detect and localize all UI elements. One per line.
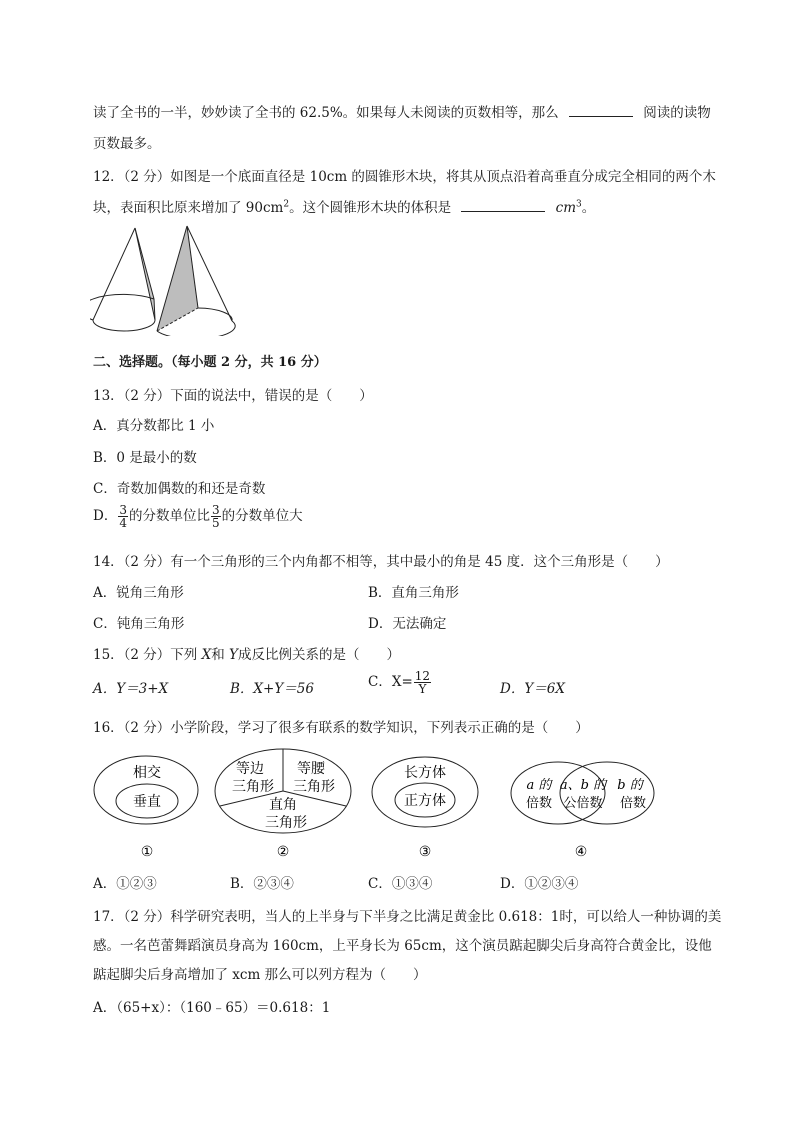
venn-figure-3 — [372, 757, 478, 860]
q15-stem-b: 和 — [211, 647, 225, 663]
frac1-num: 3 — [119, 503, 127, 517]
fig2-right-l1: 等腰 — [297, 761, 325, 777]
cone-halves-figure — [90, 224, 240, 336]
q17-line3: 踮起脚尖后身高增加了 xcm 那么可以列方程为（ ） — [93, 967, 427, 983]
q14-option-c[interactable]: C．钝角三角形 — [93, 616, 185, 632]
q14-option-a[interactable]: A．锐角三角形 — [93, 585, 184, 601]
q13-option-d[interactable] — [93, 504, 303, 529]
fig4-left-l2: 倍数 — [525, 796, 553, 811]
fig4-label: ④ — [574, 844, 588, 860]
fig2-left-l1: 等边 — [236, 761, 264, 777]
q12-line2 — [93, 196, 595, 216]
cone-half-right — [157, 226, 235, 336]
q17-option-a[interactable]: A．（65+x）：（160﹣65）＝0.618：1 — [93, 1000, 331, 1016]
q15-c-prefix: C．X= — [368, 674, 413, 690]
q11-line2: 页数最多。 — [93, 136, 161, 152]
fig1-label: ① — [140, 844, 154, 860]
q13-d-fraction-1 — [118, 504, 128, 529]
frac1-den: 4 — [119, 516, 127, 530]
fig3-outer-label: 长方体 — [404, 765, 446, 781]
q15-option-d[interactable]: D．Y＝6X — [500, 681, 565, 697]
fig2-left-l2: 三角形 — [232, 779, 274, 795]
q16-option-d[interactable]: D．①②③④ — [500, 876, 579, 892]
fig2-right-l2: 三角形 — [293, 779, 335, 795]
fig2-bottom-l2: 三角形 — [265, 815, 307, 831]
q16-option-b[interactable]: B．②③④ — [230, 876, 294, 892]
q13-d-suffix: 的分数单位大 — [221, 508, 303, 524]
q12-line1: 12．（2 分）如图是一个底面直径是 10cm 的圆锥形木块，将其从顶点沿着高垂直分成完全相同的两个木 — [93, 169, 716, 185]
q16-venn-figures — [90, 748, 690, 866]
q14-option-d[interactable]: D．无法确定 — [368, 616, 447, 632]
fig4-left-l1: a 的 — [526, 778, 552, 793]
q12-answer-blank[interactable] — [461, 197, 545, 212]
fig4-right-l2: 倍数 — [619, 796, 647, 811]
fig3-label: ③ — [418, 844, 432, 860]
q11-line1-text-a: 读了全书的一半，妙妙读了全书的 62.5%。如果每人未阅读的页数相等，那么 — [93, 105, 559, 121]
q15-stem — [93, 643, 400, 663]
cone-half-left — [90, 228, 155, 331]
q11-line1-text-b: 阅读的读物 — [643, 105, 711, 121]
fig4-mid-l1: a、b 的 — [559, 778, 607, 793]
q13-d-fraction-2 — [211, 504, 221, 529]
q12-end: 。 — [581, 200, 596, 216]
frac2-den: 5 — [211, 516, 220, 530]
section-2-title: 二、选择题。（每小题 2 分，共 16 分） — [93, 355, 327, 370]
q12-line2-a: 块，表面积比原来增加了 90cm — [93, 200, 284, 216]
fig1-inner-label: 垂直 — [133, 794, 161, 810]
q12-sup2: 2 — [283, 199, 290, 210]
q16-option-c[interactable]: C．①③④ — [368, 876, 433, 892]
venn-figure-4 — [511, 762, 654, 860]
frac2-num: 3 — [211, 503, 220, 517]
q11-answer-blank[interactable] — [569, 102, 633, 117]
q15-option-a[interactable]: A．Y＝3+X — [93, 681, 169, 697]
fig1-outer-label: 相交 — [133, 765, 161, 781]
q12-line2-b: 。这个圆锥形木块的体积是 — [289, 200, 452, 216]
q14-option-b[interactable]: B．直角三角形 — [368, 585, 459, 601]
q11-line1 — [93, 101, 711, 121]
q15-var-y: Y — [229, 647, 238, 663]
q15-var-x: X — [201, 647, 212, 663]
q13-option-a[interactable]: A．真分数都比 1 小 — [93, 418, 215, 434]
q12-sup3: 3 — [576, 199, 582, 210]
q15-c-fraction — [414, 670, 431, 695]
q13-d-prefix: D． — [93, 508, 118, 524]
fig3-inner-label: 正方体 — [404, 793, 446, 809]
q17-line2: 感。一名芭蕾舞蹈演员身高为 160cm，上平身长为 65cm，这个演员踮起脚尖后身高符合黄金比，设他 — [93, 938, 712, 954]
q15-c-den: Y — [418, 682, 427, 696]
q13-option-b[interactable]: B．0 是最小的数 — [93, 450, 197, 466]
q15-option-b[interactable]: B．X+Y＝56 — [230, 681, 314, 697]
q17-line1: 17．（2 分）科学研究表明，当人的上半身与下半身之比满足黄金比 0.618：1时，可以给人一种协调的美 — [93, 909, 722, 925]
q15-stem-c: 成反比例关系的是（ ） — [237, 647, 400, 663]
venn-figure-2 — [215, 749, 351, 860]
q15-stem-a: 15．（2 分）下列 — [93, 647, 198, 663]
fig2-label: ② — [276, 844, 290, 860]
q13-option-c[interactable]: C．奇数加偶数的和还是奇数 — [93, 481, 266, 497]
q14-stem: 14．（2 分）有一个三角形的三个内角都不相等，其中最小的角是 45 度．这个三角形是（ ） — [93, 554, 669, 570]
q13-stem: 13．（2 分）下面的说法中，错误的是（ ） — [93, 388, 373, 404]
q13-d-mid: 的分数单位比 — [128, 508, 210, 524]
q15-c-num: 12 — [414, 669, 431, 683]
q12-unit: cm — [555, 200, 577, 216]
venn-figure-1 — [94, 756, 198, 860]
q16-stem: 16．（2 分）小学阶段，学习了很多有联系的数学知识，下列表示正确的是（ ） — [93, 720, 589, 736]
fig4-right-l1: b 的 — [617, 778, 643, 793]
fig2-bottom-l1: 直角 — [269, 797, 297, 813]
fig4-mid-l2: 公倍数 — [563, 796, 603, 811]
q16-option-a[interactable]: A．①②③ — [93, 876, 157, 892]
q15-option-c[interactable] — [368, 670, 432, 695]
